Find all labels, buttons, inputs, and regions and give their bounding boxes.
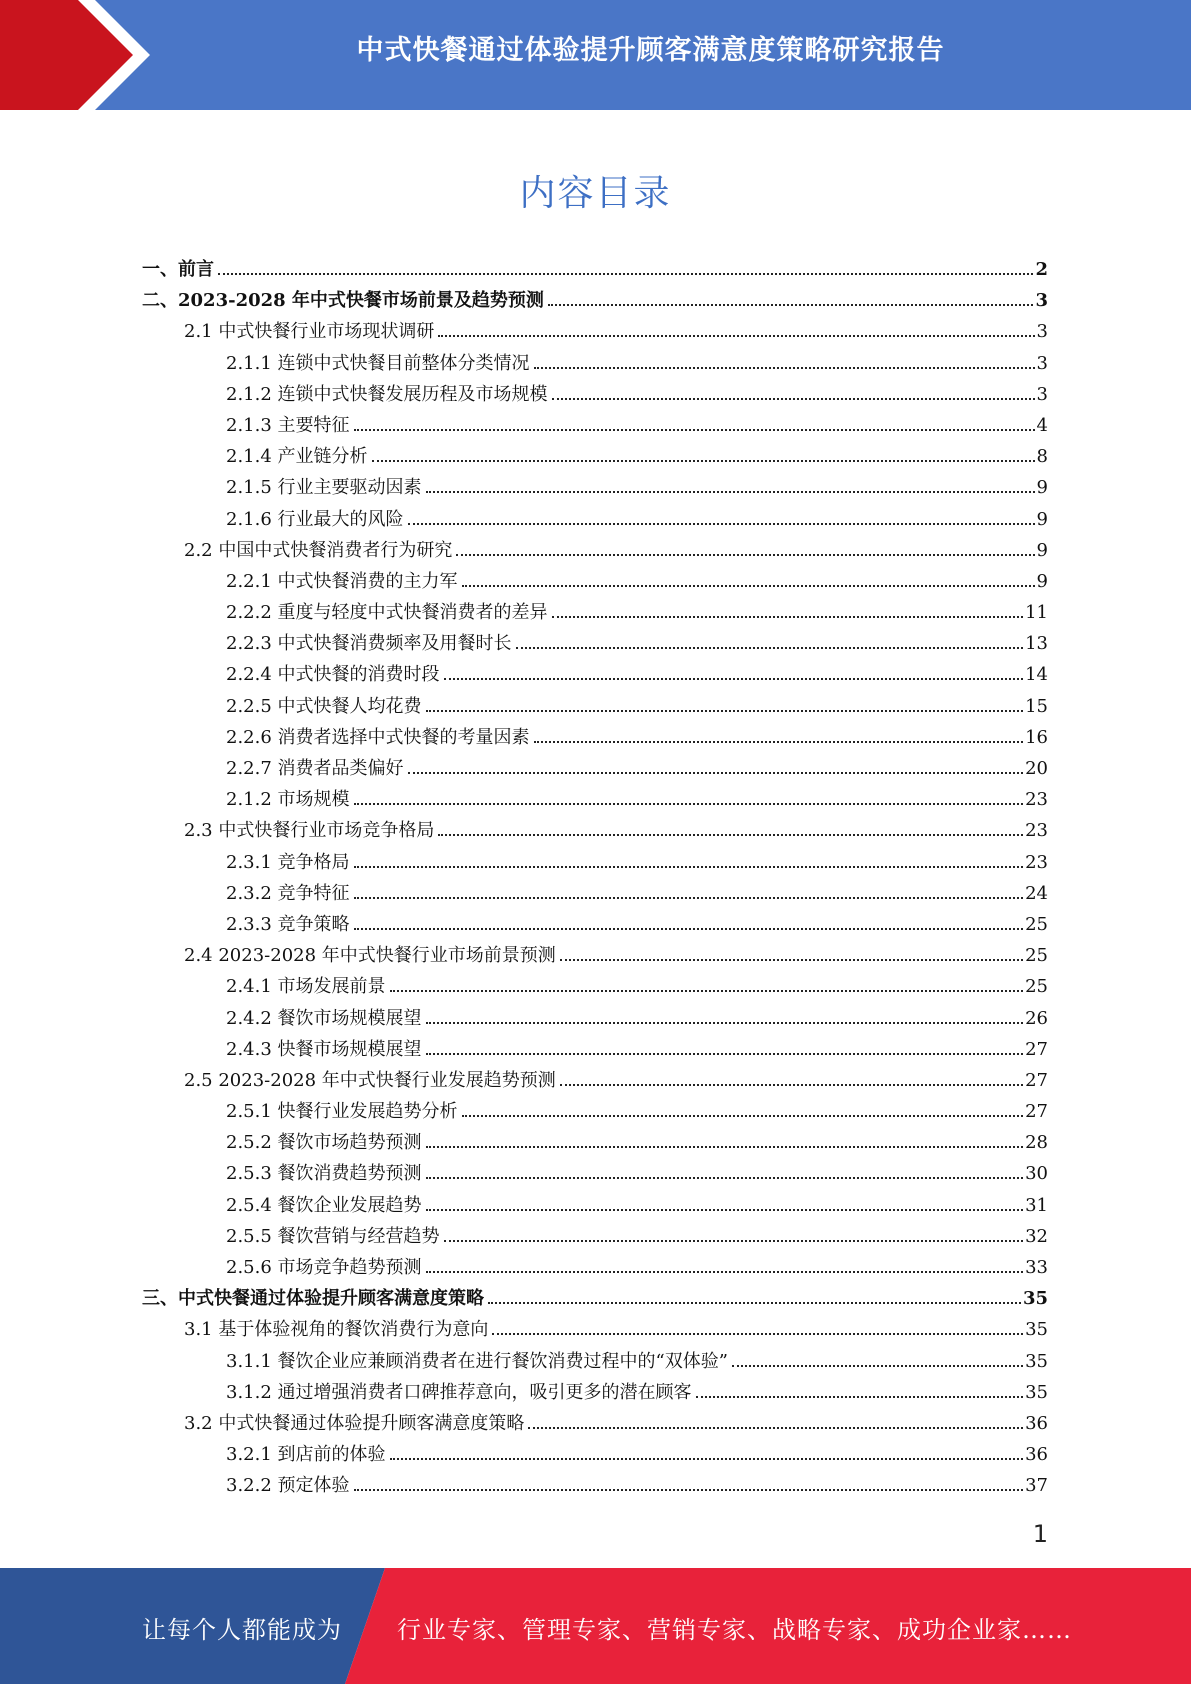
toc-entry[interactable]	[142, 441, 1048, 472]
toc-entry-page: 25	[1025, 976, 1048, 998]
toc-leader-dots	[426, 1146, 1024, 1148]
toc-entry-text: 2.5.4 餐饮企业发展趋势	[226, 1194, 422, 1216]
toc-entry-text: 2.1.6 行业最大的风险	[226, 508, 404, 530]
toc-leader-dots	[354, 1489, 1024, 1491]
toc-leader-dots	[408, 772, 1024, 774]
toc-entry-page: 25	[1025, 913, 1048, 935]
toc-leader-dots	[548, 304, 1034, 306]
toc-entry[interactable]	[142, 815, 1048, 846]
report-title: 中式快餐通过体验提升顾客满意度策略研究报告	[356, 35, 945, 66]
toc-entry[interactable]	[142, 1158, 1048, 1189]
toc-entry-page: 16	[1025, 726, 1048, 748]
toc-entry[interactable]	[142, 1003, 1048, 1034]
toc-leader-dots	[444, 1240, 1024, 1242]
footer-slogan-left: 让每个人都能成为	[142, 1616, 342, 1644]
toc-entry[interactable]	[142, 971, 1048, 1002]
toc-entry-text: 2.3 中式快餐行业市场竞争格局	[184, 820, 435, 842]
toc-leader-dots	[354, 866, 1024, 868]
toc-entry-text: 2.1.2 连锁中式快餐发展历程及市场规模	[226, 383, 548, 405]
toc-entry-text: 2.4 2023-2028 年中式快餐行业市场前景预测	[184, 945, 556, 967]
toc-entry[interactable]	[142, 878, 1048, 909]
toc-leader-dots	[552, 398, 1035, 400]
toc-entry-page: 35	[1025, 1319, 1048, 1341]
toc-leader-dots	[528, 1427, 1023, 1429]
toc-entry[interactable]	[142, 504, 1048, 535]
table-of-contents	[142, 254, 1048, 1502]
toc-entry[interactable]	[142, 1283, 1048, 1314]
toc-entry-text: 2.1.5 行业主要驱动因素	[226, 477, 422, 499]
toc-entry-text: 2.3.3 竞争策略	[226, 913, 350, 935]
toc-entry-text: 3.1.1 餐饮企业应兼顾消费者在进行餐饮消费过程中的“双体验”	[226, 1350, 728, 1372]
toc-entry-page: 31	[1025, 1194, 1048, 1216]
toc-entry-text: 2.1.4 产业链分析	[226, 446, 368, 468]
toc-entry[interactable]	[142, 909, 1048, 940]
toc-entry[interactable]	[142, 410, 1048, 441]
toc-entry-text: 2.2.2 重度与轻度中式快餐消费者的差异	[226, 602, 548, 624]
toc-entry[interactable]	[142, 285, 1048, 316]
toc-entry-text: 2.2.6 消费者选择中式快餐的考量因素	[226, 726, 530, 748]
toc-entry-page: 23	[1025, 820, 1048, 842]
toc-entry-page: 20	[1025, 758, 1048, 779]
toc-entry-text: 2.5.2 餐饮市场趋势预测	[226, 1132, 422, 1154]
toc-leader-dots	[354, 897, 1024, 899]
toc-entry-page: 26	[1025, 1007, 1048, 1029]
toc-entry-text: 三、中式快餐通过体验提升顾客满意度策略	[142, 1288, 484, 1310]
toc-entry-page: 4	[1036, 414, 1048, 436]
toc-entry[interactable]	[142, 1470, 1048, 1501]
toc-entry-page: 3	[1036, 321, 1048, 343]
toc-entry-text: 一、前言	[142, 259, 214, 280]
toc-entry[interactable]	[142, 691, 1048, 722]
toc-leader-dots	[390, 1458, 1024, 1460]
toc-entry[interactable]	[142, 535, 1048, 566]
toc-entry-text: 2.1.3 主要特征	[226, 414, 350, 436]
toc-leader-dots	[438, 834, 1023, 836]
page-number: 1	[1032, 1520, 1048, 1548]
toc-entry-page: 23	[1025, 851, 1048, 873]
toc-leader-dots	[426, 1177, 1024, 1179]
toc-leader-dots	[426, 710, 1024, 712]
toc-entry-text: 2.2.5 中式快餐人均花费	[226, 695, 422, 717]
toc-entry-page: 36	[1025, 1412, 1048, 1434]
toc-entry[interactable]	[142, 1252, 1048, 1283]
toc-entry[interactable]	[142, 472, 1048, 503]
toc-leader-dots	[444, 678, 1024, 680]
toc-entry-text: 2.2.3 中式快餐消费频率及用餐时长	[226, 633, 512, 655]
toc-entry-text: 2.5 2023-2028 年中式快餐行业发展趋势预测	[184, 1069, 556, 1091]
toc-leader-dots	[354, 429, 1035, 431]
toc-entry[interactable]	[142, 1127, 1048, 1158]
toc-entry-page: 30	[1025, 1163, 1048, 1185]
toc-entry-text: 3.2 中式快餐通过体验提升顾客满意度策略	[184, 1412, 525, 1434]
toc-entry-text: 2.4.3 快餐市场规模展望	[226, 1038, 422, 1060]
toc-entry-text: 3.1.2 通过增强消费者口碑推荐意向，吸引更多的潜在顾客	[226, 1381, 692, 1403]
toc-leader-dots	[560, 1084, 1023, 1086]
footer-slogan-right: 行业专家、管理专家、营销专家、战略专家、成功企业家……	[397, 1616, 1072, 1644]
toc-entry[interactable]	[142, 1314, 1048, 1345]
toc-entry-page: 32	[1025, 1225, 1048, 1247]
toc-entry-page: 35	[1022, 1288, 1048, 1310]
toc-entry[interactable]	[142, 1346, 1048, 1377]
toc-entry-text: 2.2 中国中式快餐消费者行为研究	[184, 539, 453, 561]
toc-entry[interactable]	[142, 1221, 1048, 1252]
toc-entry-page: 37	[1025, 1475, 1048, 1497]
toc-entry-text: 3.1 基于体验视角的餐饮消费行为意向	[184, 1319, 489, 1341]
toc-entry-page: 27	[1025, 1038, 1048, 1060]
toc-entry-text: 2.5.1 快餐行业发展趋势分析	[226, 1101, 458, 1123]
toc-entry[interactable]	[142, 254, 1048, 285]
toc-leader-dots	[534, 741, 1024, 743]
toc-leader-dots	[534, 367, 1035, 369]
toc-entry-page: 9	[1036, 477, 1048, 499]
toc-entry-page: 35	[1025, 1381, 1048, 1403]
toc-leader-dots	[426, 1209, 1024, 1211]
toc-entry[interactable]	[142, 348, 1048, 379]
toc-entry-page: 35	[1025, 1350, 1048, 1372]
toc-entry-text: 2.1 中式快餐行业市场现状调研	[184, 321, 435, 343]
toc-leader-dots	[426, 1022, 1024, 1024]
toc-leader-dots	[372, 460, 1035, 462]
toc-entry[interactable]	[142, 1034, 1048, 1065]
toc-entry-text: 二、2023-2028 年中式快餐市场前景及趋势预测	[142, 290, 544, 312]
toc-leader-dots	[354, 803, 1024, 805]
toc-leader-dots	[456, 554, 1034, 556]
toc-leader-dots	[438, 335, 1034, 337]
footer-banner	[0, 1568, 1191, 1684]
toc-entry[interactable]	[142, 1190, 1048, 1221]
toc-entry[interactable]	[142, 722, 1048, 753]
toc-leader-dots	[408, 523, 1035, 525]
toc-entry-page: 9	[1036, 539, 1048, 561]
toc-leader-dots	[696, 1396, 1024, 1398]
toc-entry[interactable]	[142, 628, 1048, 659]
toc-entry-page: 3	[1036, 352, 1048, 374]
toc-entry-text: 2.3.2 竞争特征	[226, 882, 350, 904]
header-banner	[0, 0, 1191, 110]
toc-entry-page: 11	[1025, 602, 1048, 624]
toc-entry-page: 3	[1036, 383, 1048, 405]
toc-entry[interactable]	[142, 566, 1048, 597]
toc-entry[interactable]	[142, 1439, 1048, 1470]
toc-entry[interactable]	[142, 1408, 1048, 1439]
toc-entry-page: 2	[1035, 259, 1048, 280]
toc-entry[interactable]	[142, 847, 1048, 878]
toc-leader-dots	[462, 1115, 1024, 1117]
toc-entry-text: 2.1.2 市场规模	[226, 789, 350, 811]
toc-leader-dots	[552, 616, 1024, 618]
toc-entry-text: 2.2.1 中式快餐消费的主力军	[226, 570, 458, 592]
toc-entry-page: 9	[1036, 508, 1048, 530]
toc-entry-page: 13	[1025, 633, 1048, 655]
toc-entry-page: 8	[1036, 446, 1048, 468]
toc-leader-dots	[426, 1053, 1024, 1055]
toc-entry-text: 2.1.1 连锁中式快餐目前整体分类情况	[226, 352, 530, 374]
toc-leader-dots	[732, 1365, 1023, 1367]
toc-entry-page: 14	[1025, 664, 1048, 686]
toc-entry[interactable]	[142, 784, 1048, 815]
toc-entry-page: 27	[1025, 1069, 1048, 1091]
toc-leader-dots	[488, 1302, 1021, 1304]
toc-entry-text: 2.5.5 餐饮营销与经营趋势	[226, 1225, 440, 1247]
toc-entry-text: 2.3.1 竞争格局	[226, 851, 350, 873]
toc-entry[interactable]	[142, 316, 1048, 347]
toc-entry-text: 2.2.7 消费者品类偏好	[226, 758, 404, 779]
toc-leader-dots	[426, 491, 1035, 493]
toc-entry[interactable]	[142, 1065, 1048, 1096]
toc-entry-page: 3	[1035, 290, 1048, 312]
toc-entry[interactable]	[142, 379, 1048, 410]
toc-entry-page: 36	[1025, 1444, 1048, 1466]
toc-leader-dots	[462, 585, 1035, 587]
toc-entry[interactable]	[142, 940, 1048, 971]
toc-entry-text: 2.2.4 中式快餐的消费时段	[226, 664, 440, 686]
toc-entry-page: 23	[1025, 789, 1048, 811]
toc-entry-text: 2.5.6 市场竞争趋势预测	[226, 1257, 422, 1278]
toc-entry-text: 2.5.3 餐饮消费趋势预测	[226, 1163, 422, 1185]
toc-entry-text: 2.4.1 市场发展前景	[226, 976, 386, 998]
toc-entry[interactable]	[142, 659, 1048, 690]
toc-entry-text: 2.4.2 餐饮市场规模展望	[226, 1007, 422, 1029]
toc-entry-page: 28	[1025, 1132, 1048, 1154]
toc-entry-page: 24	[1025, 882, 1048, 904]
toc-entry-page: 33	[1025, 1257, 1048, 1278]
toc-leader-dots	[426, 1271, 1024, 1273]
toc-entry-text: 3.2.1 到店前的体验	[226, 1444, 386, 1466]
toc-leader-dots	[560, 959, 1023, 961]
toc-leader-dots	[390, 990, 1024, 992]
toc-leader-dots	[516, 647, 1024, 649]
toc-leader-dots	[492, 1333, 1023, 1335]
toc-entry[interactable]	[142, 1377, 1048, 1408]
toc-entry-page: 27	[1025, 1101, 1048, 1123]
toc-entry[interactable]	[142, 753, 1048, 784]
toc-heading: 内容目录	[519, 173, 672, 214]
toc-entry-page: 9	[1036, 570, 1048, 592]
toc-entry[interactable]	[142, 597, 1048, 628]
toc-leader-dots	[218, 273, 1033, 275]
toc-entry[interactable]	[142, 1096, 1048, 1127]
toc-entry-page: 25	[1025, 945, 1048, 967]
toc-leader-dots	[354, 928, 1024, 930]
toc-entry-page: 15	[1025, 695, 1048, 717]
toc-entry-text: 3.2.2 预定体验	[226, 1475, 350, 1497]
